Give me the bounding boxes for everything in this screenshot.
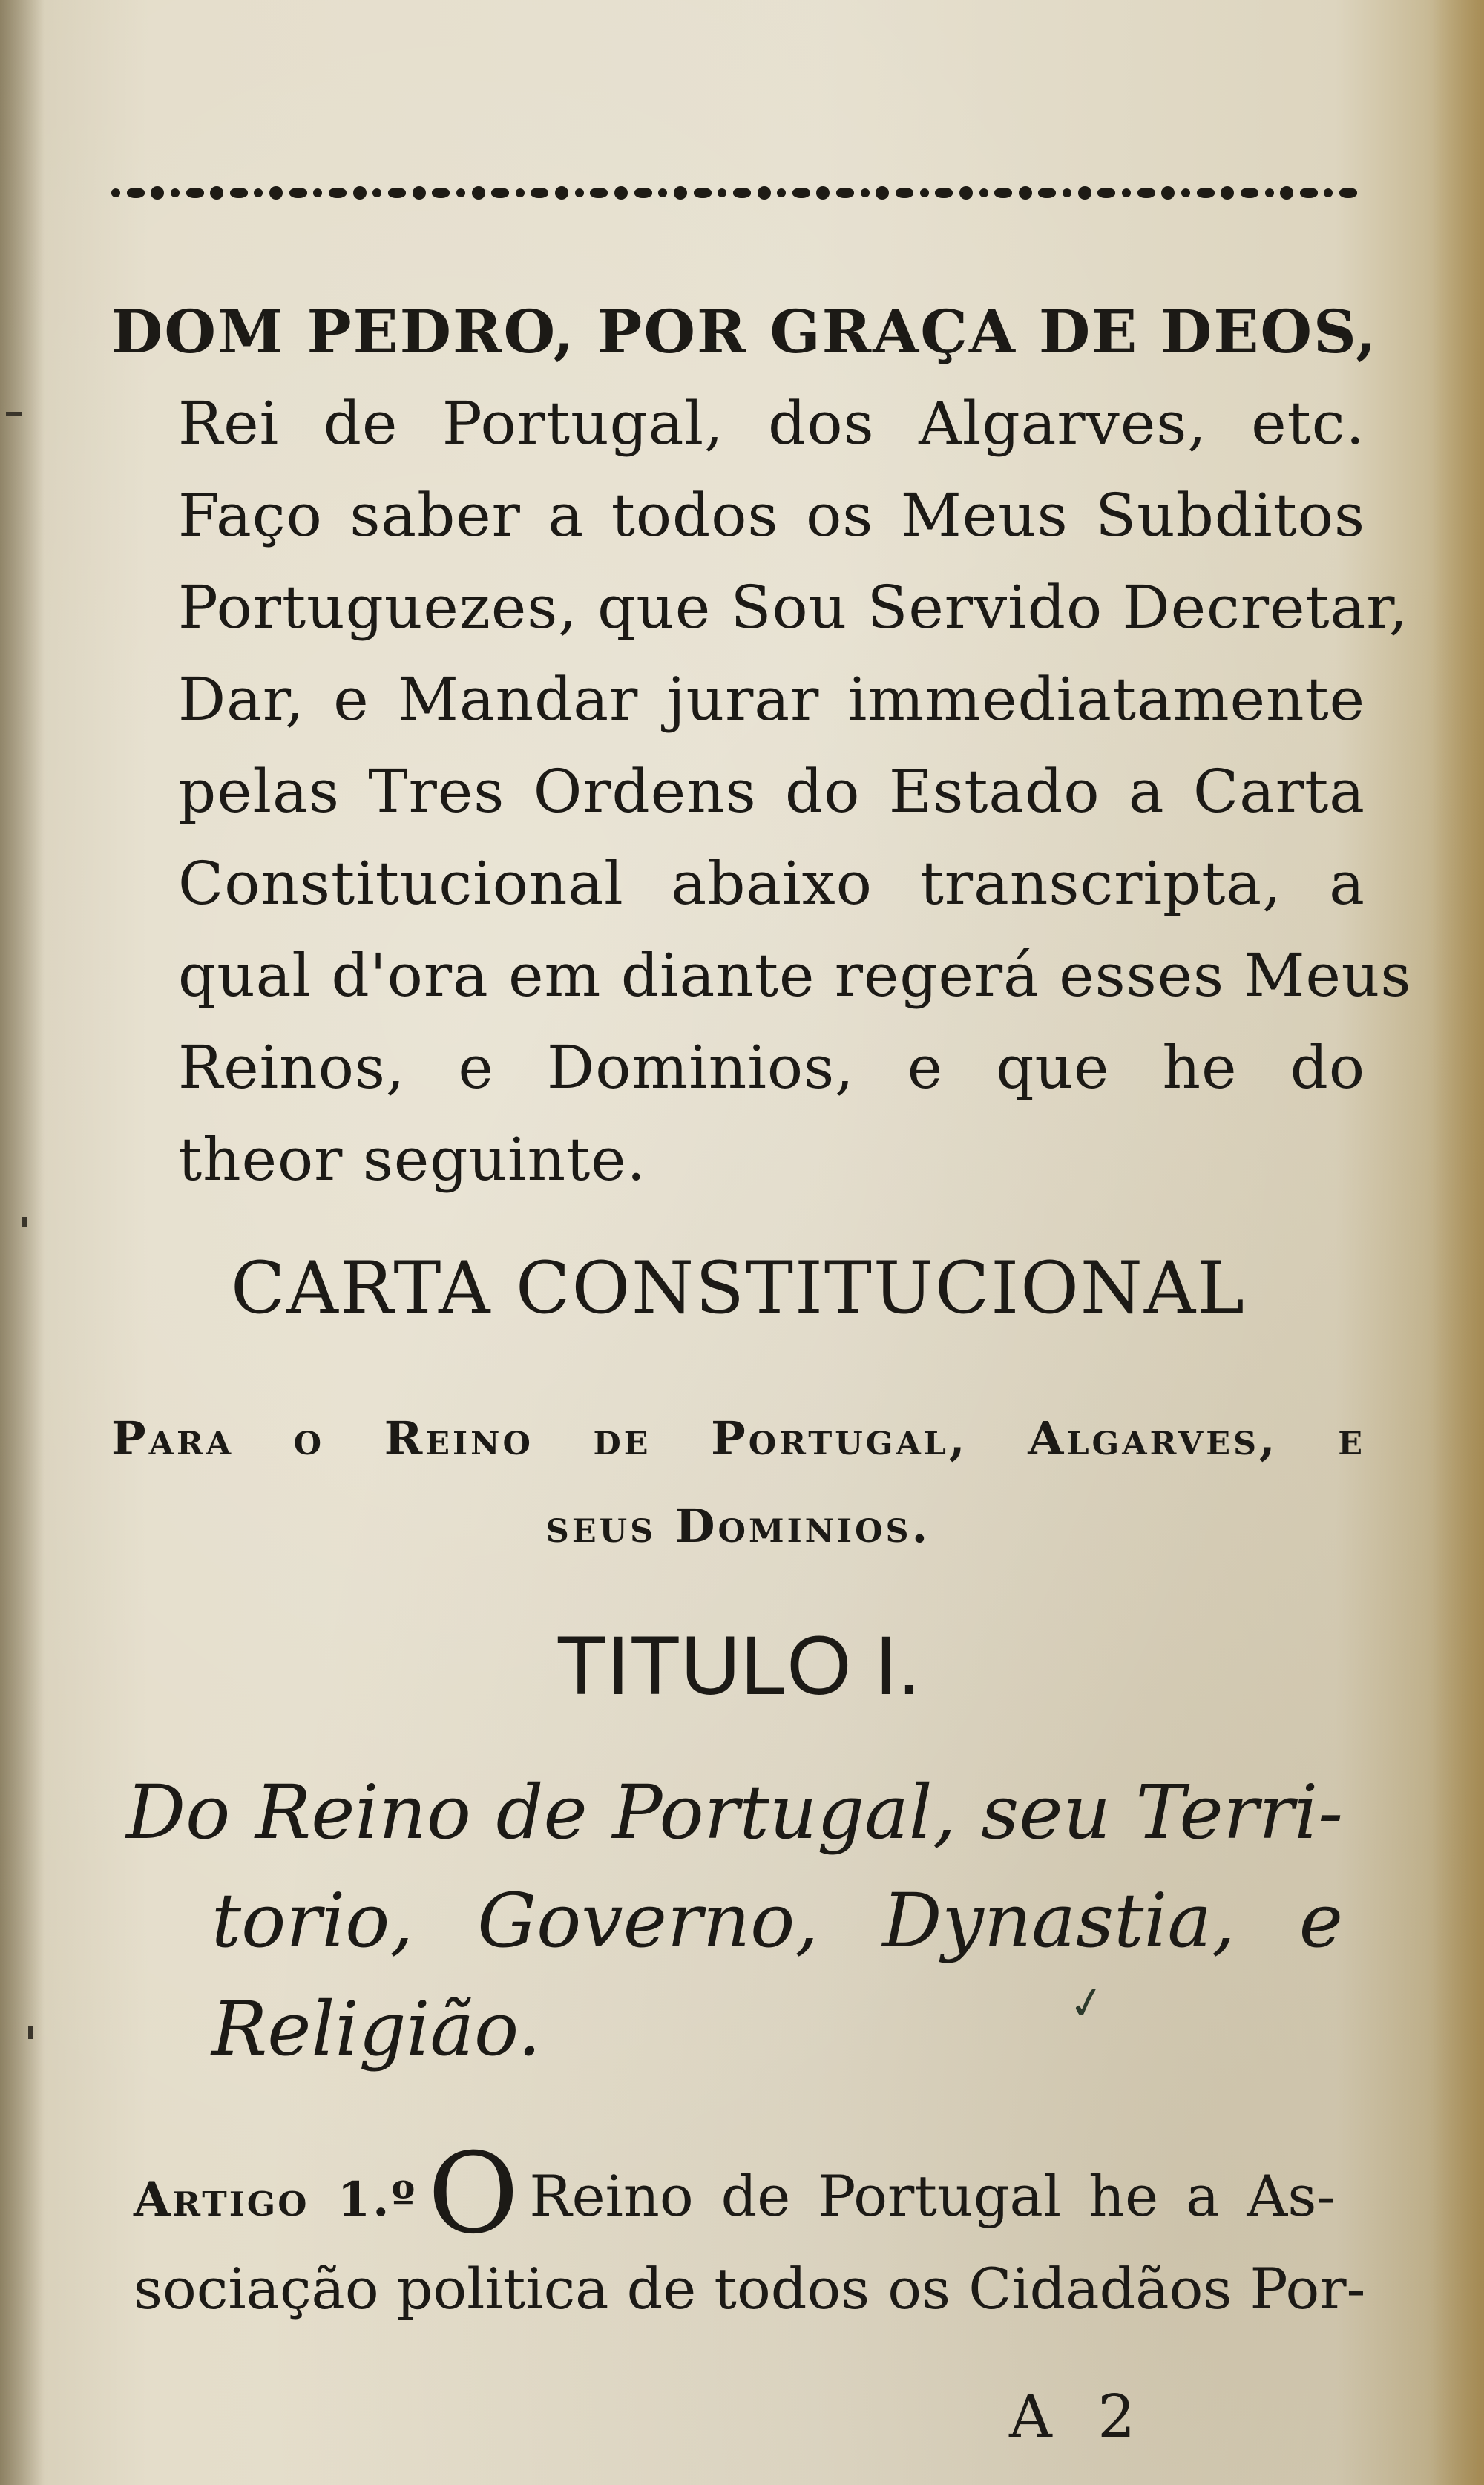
title-desc-line-3: Religião. [211,1986,542,2072]
margin-mark [22,1217,27,1227]
ornament-dot [289,188,307,198]
intro-line-8: qual d'ora em diante regerá esses Meus [178,941,1412,1010]
margin-mark [6,412,22,416]
ornament-dot [491,188,509,198]
ornament-dot [531,188,548,198]
ornament-dot [1197,188,1215,198]
ornament-dot [733,188,751,198]
proclamation-text [111,286,1412,1206]
intro-line-1: DOM PEDRO, POR GRAÇA DE DEOS, [111,297,1378,367]
subtitle-line-1: Para o Reino de Portugal, Algarves, e [111,1411,1365,1465]
title-heading: TITULO I. [556,1619,921,1712]
article-line-1 [134,2130,1336,2259]
ornament-dot [1078,186,1091,200]
article-label: Artigo 1.º [134,2172,418,2228]
ornament-dot [151,186,164,200]
ornament-dot [1122,188,1131,197]
ornament-dot [1063,188,1071,197]
ornament-dot [127,188,145,198]
check-mark-icon: ✓ [1064,1974,1110,2032]
intro-line-2: Rei de Portugal, dos Algarves, etc. [178,389,1365,458]
ornament-dot [792,188,810,198]
ornament-dot [836,188,854,198]
drop-initial: O [427,2130,519,2259]
ornament-dot [777,188,786,197]
ornament-dot [1265,188,1274,197]
ornament-dot [994,188,1012,198]
ornament-dot [230,188,248,198]
ornament-dot [111,188,120,197]
ornament-dot [269,186,283,200]
ornamental-rule [111,182,1358,204]
ornament-dot [456,188,465,197]
margin-mark [28,2026,33,2039]
ornament-dot [555,186,568,200]
intro-line-5: Dar, e Mandar jurar immediatamente [178,665,1365,734]
ornament-dot [896,188,913,198]
ornament-dot [979,188,988,197]
ornament-dot [353,186,367,200]
ornament-dot [590,188,608,198]
ornament-dot [634,188,652,198]
ornament-dot [876,186,889,200]
ornament-dot [1241,188,1258,198]
ornament-dot [935,188,953,198]
ornament-dot [1019,186,1032,200]
ornament-dot [658,188,667,197]
document-heading: CARTA CONSTITUCIONAL [231,1247,1246,1330]
ornament-dot [388,188,406,198]
ornament-dot [171,188,180,197]
ornament-dot [1038,188,1056,198]
ornament-dot [1181,188,1190,197]
ornament-dot [959,186,973,200]
ornament-dot [1097,188,1115,198]
intro-line-10: theor seguinte. [178,1125,647,1194]
document-subtitle [111,1395,1365,1570]
ornament-dot [718,188,726,197]
ornament-dot [861,188,870,197]
article-line-1-text: Reino de Portugal he a As- [529,2163,1336,2229]
ornament-dot [1280,186,1293,200]
ornament-dot [1161,186,1175,200]
signature-mark: A 2 [1009,2382,1149,2451]
ornament-dot [816,186,830,200]
page-edge [1432,0,1484,2485]
ornament-dot [1137,188,1155,198]
ornament-dot [432,188,450,198]
ornament-dot [254,188,263,197]
ornament-dot [1324,188,1333,197]
title-desc-line-1: Do Reino de Portugal, seu Terri- [126,1769,1343,1856]
ornament-dot [1339,188,1357,198]
subtitle-line-2: seus Dominios. [545,1499,931,1553]
ornament-dot [472,186,485,200]
gutter-shadow [0,0,45,2485]
intro-line-4: Portuguezes, que Sou Servido Decretar, [178,573,1409,642]
intro-line-9: Reinos, e Dominios, e que he do [178,1033,1365,1102]
title-description [126,1759,1343,2084]
ornament-dot [210,186,223,200]
ornament-dot [413,186,426,200]
ornament-dot [372,188,381,197]
ornament-dot [674,186,687,200]
ornament-dot [186,188,204,198]
ornament-dot [1221,186,1234,200]
article-1 [134,2130,1366,2334]
intro-line-3: Faço saber a todos os Meus Subditos [178,481,1365,550]
ornament-dot [1300,188,1318,198]
ornament-dot [329,188,347,198]
ornament-dot [614,186,628,200]
article-line-2: sociação politica de todos os Cidadãos Por- [134,2256,1366,2322]
ornament-dot [516,188,525,197]
ornament-dot [575,188,584,197]
title-desc-line-2: torio, Governo, Dynastia, e [211,1877,1343,1964]
ornament-dot [920,188,929,197]
ornament-dot [313,188,322,197]
ornament-dot [694,188,712,198]
ornament-dot [758,186,771,200]
intro-line-7: Constitucional abaixo transcripta, a [178,849,1365,918]
intro-line-6: pelas Tres Ordens do Estado a Carta [178,757,1365,826]
